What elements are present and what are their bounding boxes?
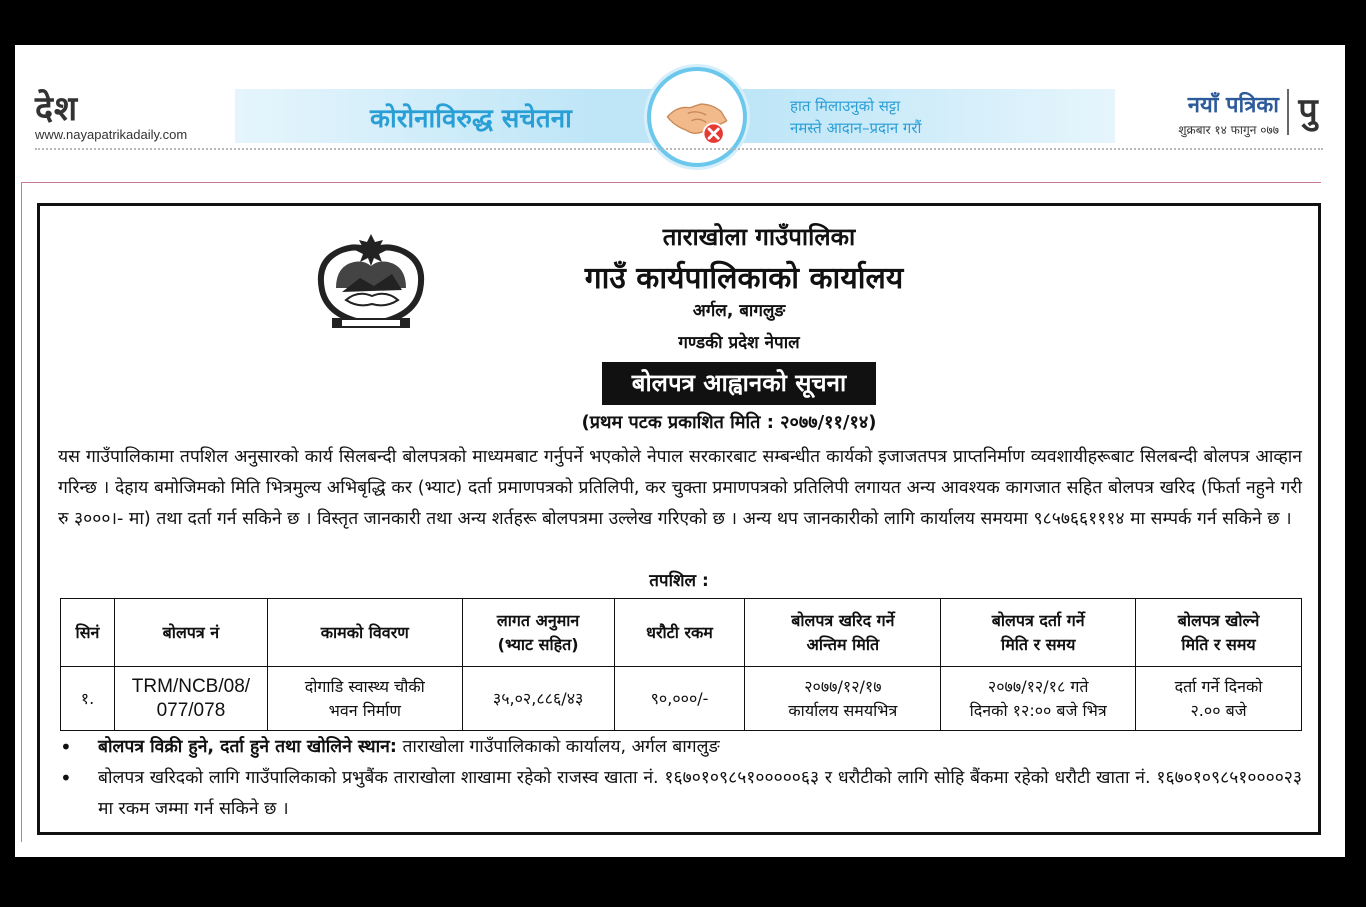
table-header-row bbox=[61, 599, 1302, 667]
notice-title-wrap bbox=[40, 362, 1318, 405]
newspaper-name: नयाँ पत्रिका bbox=[1187, 93, 1279, 118]
page-border-left bbox=[21, 182, 22, 842]
published-date: (प्रथम पटक प्रकाशित मिति : २०७७/११/१४) bbox=[581, 412, 877, 433]
header-registration-date: बोलपत्र दर्ता गर्ने मिति र समय bbox=[941, 599, 1136, 667]
notice-body: यस गाउँपालिकामा तपशिल अनुसारको कार्य सिलबन्दी बोलपत्रको माध्यमबाट गर्नुपर्ने भएकोले नेपाल सरकारबाट सम्बन्धीत कार्यको इजाजतपत्र प्राप्तनिर्माण व्यवशायीहरूबाट सिलबन्दी बोलपत्र आव्हान गरिन्छ । देहाय बमोजिमको मिति भित्रमुल्य अभिबृद्धि कर (भ्याट) दर्ता प्रमाणपत्रको प्रतिलिपी, कर चुक्ता प्रमाणपत्रको प्रतिलिपी लगायत अन्य आवश्यक कागजात सहित बोलपत्र खरिद (फिर्ता नहुने गरी रु ३०००।- मा) तथा दर्ता गर्न सकिने छ । विस्तृत जानकारी तथा अन्य शर्तहरू बोलपत्रमा उल्लेख गरिएको छ । अन्य थप जानकारीको लागि कार्यालय समयमा ९८५७६६१११४ मा सम्पर्क गर्न सकिने छ । bbox=[58, 447, 1302, 529]
cell-registration-date: २०७७/१२/१८ गते दिनको १२:०० बजे भित्र bbox=[941, 667, 1136, 731]
header-bid-no: बोलपत्र नं bbox=[114, 599, 267, 667]
table-caption: तपशिल : bbox=[649, 571, 709, 591]
bullet-bank-accounts: • बोलपत्र खरिदको लागि गाउँपालिकाको प्रभुबैंक ताराखोला शाखामा रहेको राजस्व खाता नं. १६७०१०९८५१०००००६३ र धरौटीको लागि सोहि बैंकमा रहेको धरौटी खाता नं. १६७०१०९८५१००००२३ मा रकम जम्मा गर्न सकिने छ । bbox=[58, 763, 1302, 825]
table-row bbox=[61, 667, 1302, 731]
tender-table bbox=[60, 598, 1302, 731]
newspaper-logo-icon bbox=[1287, 89, 1323, 135]
cell-description: दोगाडि स्वास्थ्य चौकी भवन निर्माण bbox=[267, 667, 462, 731]
campaign-line-1: हात मिलाउनुको सट्टा bbox=[790, 97, 901, 115]
section-brand bbox=[35, 89, 187, 142]
office-address: अर्गल, बागलुङ bbox=[692, 301, 786, 321]
cell-bid-no: TRM/NCB/08/ 077/078 bbox=[114, 667, 267, 731]
campaign-title: कोरोनाविरुद्ध सचेतना bbox=[370, 104, 572, 134]
bullet-location-text: ताराखोला गाउँपालिकाको कार्यालय, अर्गल बागलुङ bbox=[396, 737, 720, 757]
province-name: गण्डकी प्रदेश नेपाल bbox=[678, 333, 800, 353]
cell-opening-date: दर्ता गर्ने दिनको २.०० बजे bbox=[1136, 667, 1302, 731]
tender-notice bbox=[37, 203, 1321, 835]
website-url: www.nayapatrikadaily.com bbox=[35, 127, 188, 142]
campaign-message bbox=[790, 95, 921, 139]
header-description: कामको विवरण bbox=[267, 599, 462, 667]
notice-title: बोलपत्र आह्वानको सूचना bbox=[602, 362, 876, 405]
no-handshake-icon bbox=[647, 67, 747, 167]
cell-estimate: ३५,०२,८८६/४३ bbox=[462, 667, 614, 731]
newspaper-clipping bbox=[15, 45, 1345, 857]
notice-bullets bbox=[58, 732, 1302, 825]
bullet-location bbox=[58, 732, 1302, 763]
header-purchase-date: बोलपत्र खरिद गर्ने अन्तिम मिति bbox=[745, 599, 941, 667]
newspaper-banner bbox=[35, 85, 1323, 155]
header-estimate: लागत अनुमान (भ्याट सहित) bbox=[462, 599, 614, 667]
bullet-location-label: बोलपत्र विक्री हुने, दर्ता हुने तथा खोलिने स्थान: bbox=[98, 737, 397, 757]
newspaper-logo-glyph: पु bbox=[1298, 91, 1318, 131]
section-name: देश bbox=[35, 89, 79, 129]
cell-deposit: ९०,०००/- bbox=[614, 667, 745, 731]
header-opening-date: बोलपत्र खोल्ने मिति र समय bbox=[1136, 599, 1302, 667]
office-name: ताराखोला गाउँपालिका bbox=[662, 223, 856, 251]
banner-divider bbox=[35, 148, 1323, 150]
cell-purchase-date: २०७७/१२/१७ कार्यालय समयभित्र bbox=[745, 667, 941, 731]
header-sn: सिनं bbox=[61, 599, 115, 667]
publication-date: शुक्रबार १४ फागुन ०७७ bbox=[1178, 123, 1279, 137]
office-main-title: गाउँ कार्यपालिकाको कार्यालय bbox=[584, 261, 904, 296]
page-border-top bbox=[21, 182, 1321, 183]
newspaper-brand bbox=[1178, 89, 1323, 138]
header-deposit: धरौटी रकम bbox=[614, 599, 745, 667]
cell-sn: १. bbox=[61, 667, 115, 731]
campaign-line-2: नमस्ते आदान–प्रदान गरौं bbox=[790, 119, 922, 137]
